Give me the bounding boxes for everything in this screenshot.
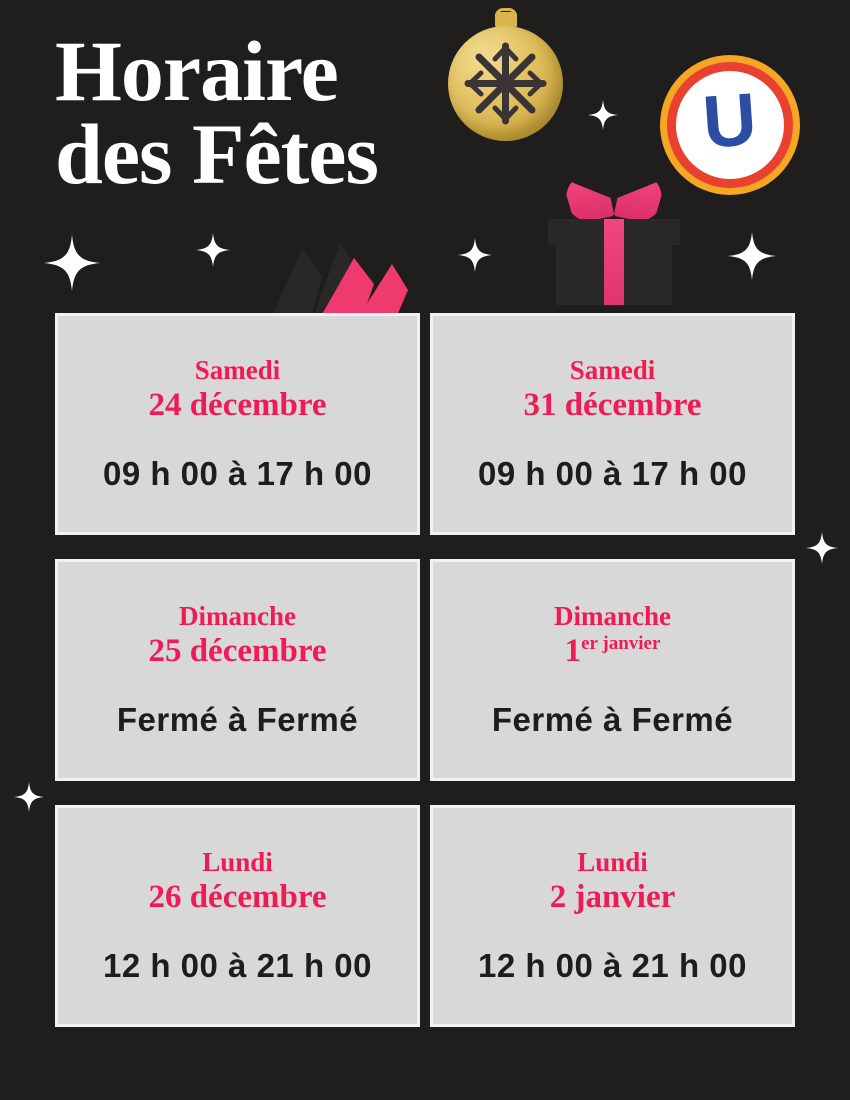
poster-header — [0, 0, 850, 310]
schedule-grid — [55, 313, 795, 1027]
schedule-card — [430, 313, 795, 535]
schedule-card — [55, 313, 420, 535]
sparkle-icon — [196, 233, 230, 267]
sparkle-icon — [728, 232, 776, 280]
brand-logo — [660, 55, 800, 195]
gift-bow-right — [613, 169, 666, 225]
title-line-1: Horaire — [55, 23, 338, 119]
logo-ring-white — [676, 71, 784, 179]
card-date-number: 24 décembre — [148, 387, 327, 424]
card-hours: 12 h 00 à 21 h 00 — [477, 946, 747, 984]
card-date-number: 1 — [564, 633, 582, 670]
schedule-card — [55, 805, 420, 1027]
card-day: Lundi — [577, 847, 648, 877]
card-hours: Fermé à Fermé — [491, 700, 734, 738]
card-day: Dimanche — [179, 601, 296, 631]
title-line-2: des Fêtes — [55, 105, 378, 202]
schedule-card — [430, 805, 795, 1027]
gift-bow-left — [561, 169, 614, 225]
card-date — [148, 879, 326, 917]
card-hours: Fermé à Fermé — [116, 700, 359, 738]
card-date — [148, 633, 326, 671]
sparkle-icon — [458, 238, 492, 272]
sparkle-icon — [806, 532, 838, 564]
sparkle-icon — [588, 100, 618, 130]
card-day: Samedi — [194, 355, 281, 385]
card-date-number: 26 décembre — [148, 879, 327, 916]
card-day: Samedi — [569, 355, 656, 385]
card-date — [148, 387, 326, 425]
card-date-number: 25 décembre — [148, 633, 327, 670]
schedule-card — [430, 559, 795, 781]
card-date — [550, 879, 676, 917]
sparkle-icon — [44, 235, 100, 291]
card-date — [523, 387, 701, 425]
gift-ribbon — [604, 219, 624, 305]
card-date-number: 31 décembre — [523, 387, 702, 424]
logo-ring-red — [667, 62, 793, 188]
card-date — [565, 633, 661, 671]
card-day: Dimanche — [554, 601, 671, 631]
sparkle-icon — [14, 782, 44, 812]
card-date-number: 2 janvier — [549, 879, 676, 916]
snowflake-icon — [448, 26, 563, 141]
logo-letter: U — [700, 77, 760, 164]
card-hours: 09 h 00 à 17 h 00 — [102, 454, 372, 492]
card-hours: 12 h 00 à 21 h 00 — [102, 946, 372, 984]
card-date-suffix: er janvier — [581, 633, 661, 655]
ornament-icon — [443, 12, 568, 152]
gift-icon — [548, 165, 680, 305]
card-day: Lundi — [202, 847, 273, 877]
card-hours: 09 h 00 à 17 h 00 — [477, 454, 747, 492]
schedule-card — [55, 559, 420, 781]
leaf-burst-icon — [262, 228, 412, 318]
